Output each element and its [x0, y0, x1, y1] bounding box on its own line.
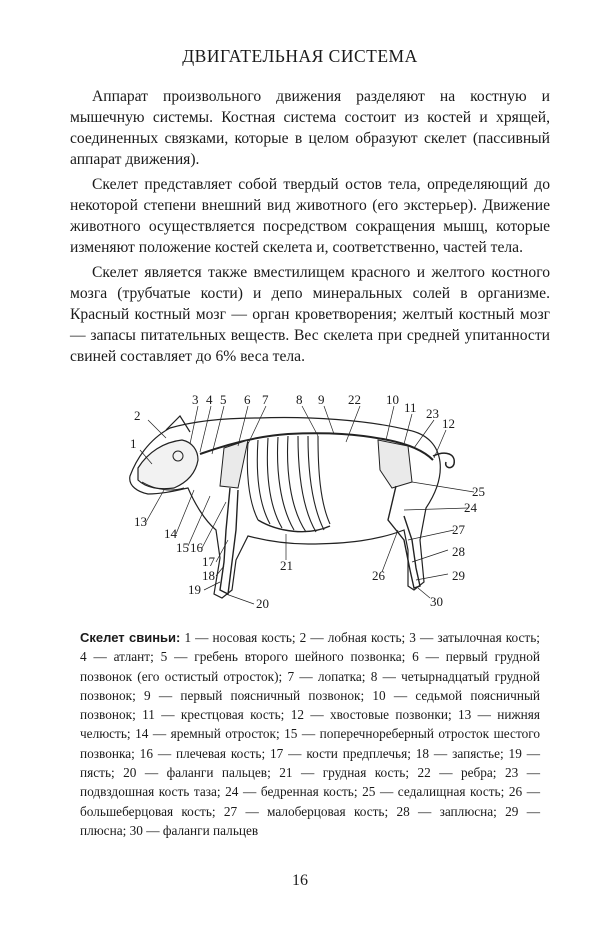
label-22: 22 [348, 392, 361, 407]
label-30: 30 [430, 594, 443, 609]
label-17: 17 [202, 554, 215, 569]
caption-text: 1 — носовая кость; 2 — лобная кость; 3 — затылочная кость; 4 — атлант; 5 — гребень второго шейного позвонка; 6 — первый грудной позвонок (его остистый отросток); 7 — лопатка; 8 — четырнадцатый грудной позвонок; 9 — первый поясничный позвонок; 10 — седьмой поясничный позвонок; 11 — крестцовая кость; 12 — хвостовые позвонки; 13 — нижняя челюсть; 14 — яремный отросток; 15 — поперечнореберный отросток шестого позвонка; 16 — плечевая кость; 17 — кости предплечья; 18 — запястье; 19 — пясть; 20 — фаланги пальцев; 21 — грудная кость; 22 — ребра; 23 — подвздошная кость таза; 24 — бедренная кость; 25 — седалищная кость; 26 — большеберцовая кость; 27 — малоберцовая кость; 28 — заплюсна; 29 — плюсна; 30 — фаланги пальцев [80, 630, 540, 838]
label-3: 3 [192, 392, 199, 407]
hindlimb [388, 486, 420, 588]
pig-skeleton-illustration [108, 390, 508, 610]
label-15: 15 [176, 540, 189, 555]
figure-caption [80, 628, 540, 840]
label-5: 5 [220, 392, 227, 407]
label-2: 2 [134, 408, 141, 423]
label-9: 9 [318, 392, 325, 407]
label-13: 13 [134, 514, 147, 529]
label-14: 14 [164, 526, 177, 541]
pig-skeleton-figure [108, 390, 508, 610]
label-6: 6 [244, 392, 251, 407]
label-8: 8 [296, 392, 303, 407]
label-20: 20 [256, 596, 269, 610]
label-23: 23 [426, 406, 439, 421]
forelimb [220, 488, 238, 594]
label-26: 26 [372, 568, 385, 583]
pelvis [378, 440, 412, 488]
label-24: 24 [464, 500, 477, 515]
scapula [220, 440, 248, 488]
label-25: 25 [472, 484, 485, 499]
label-16: 16 [190, 540, 203, 555]
paragraph-2: Скелет представляет собой твердый остов тела, определяющий до некоторой степени внешний вид животного (его экстерьер). Движение животного осуществляется посредством сокращения мышц, которые изменяют положение костей скелета и, соответственно, частей тела. [70, 176, 550, 256]
label-29: 29 [452, 568, 465, 583]
label-11: 11 [404, 400, 417, 415]
tail [433, 453, 454, 467]
label-1: 1 [130, 436, 137, 451]
paragraph-1: Аппарат произвольного движения разделяют на костную и мышечную системы. Костная система состоит из костей и хрящей, соединенных связками, которые в целом образуют скелет (пассивный аппарат движения). [70, 88, 550, 168]
page-title: ДВИГАТЕЛЬНАЯ СИСТЕМА [182, 46, 418, 66]
ribs [247, 436, 330, 532]
label-7: 7 [262, 392, 269, 407]
label-18: 18 [202, 568, 215, 583]
label-12: 12 [442, 416, 455, 431]
label-4: 4 [206, 392, 213, 407]
caption-lead: Скелет свиньи: [80, 630, 181, 645]
label-10: 10 [386, 392, 399, 407]
label-19: 19 [188, 582, 201, 597]
paragraph-3: Скелет является также вместилищем красного и желтого костного мозга (трубчатые кости) и депо минеральных солей в организме. Красный костный мозг — орган кроветворения; желтый костный мозг — запасы питательных веществ. Вес скелета при средней упитанности свиней составляет до 6% веса тела. [70, 264, 550, 365]
body-text [70, 86, 550, 371]
label-27: 27 [452, 522, 465, 537]
label-28: 28 [452, 544, 465, 559]
page-number: 16 [292, 872, 308, 889]
label-21: 21 [280, 558, 293, 573]
